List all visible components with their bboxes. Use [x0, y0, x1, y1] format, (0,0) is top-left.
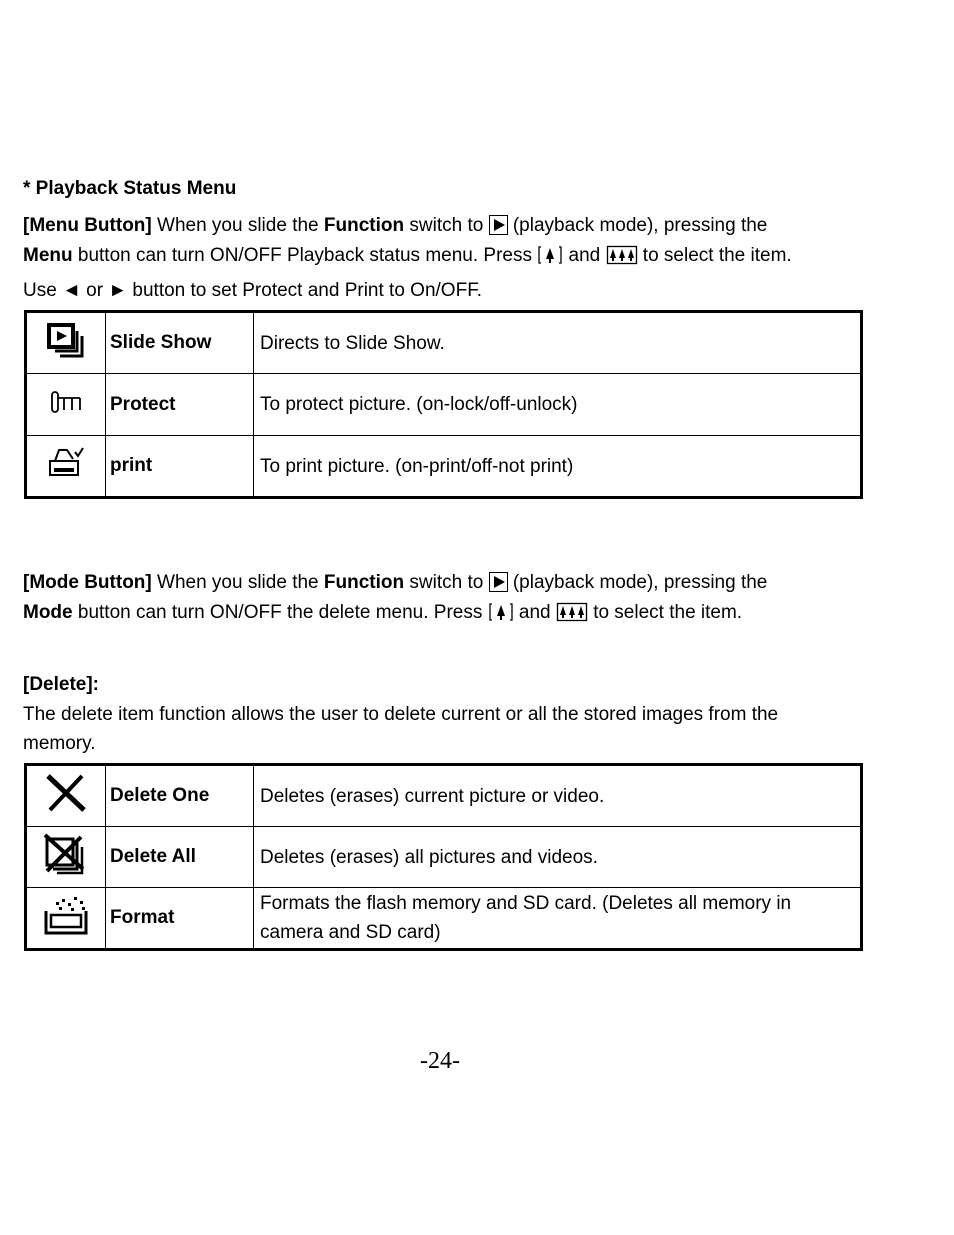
zoom-in-icon	[537, 244, 563, 266]
table-row: Delete All Deletes (erases) all pictures and videos.	[26, 827, 862, 888]
printer-icon	[26, 436, 106, 498]
table-row: Format Formats the flash memory and SD card. (Deletes all memory in camera and SD card)	[26, 888, 862, 950]
zoom-in-icon	[488, 601, 514, 623]
playback-status-table	[24, 310, 863, 499]
format-description: Formats the flash memory and SD card. (Deletes all memory in camera and SD card)	[254, 888, 862, 950]
table-row: Protect To protect picture. (on-lock/off-unlock)	[26, 374, 862, 436]
format-icon	[26, 888, 106, 950]
slideshow-icon	[26, 312, 106, 374]
menu-paragraph-line1: [Menu Button] When you slide the Function switch to (playback mode), pressing the	[23, 215, 768, 236]
menu-paragraph-line2: Menu button can turn ON/OFF Playback status menu. Press and to select the item.	[23, 245, 792, 266]
page-number: -24-	[420, 1048, 460, 1074]
mode-paragraph-line1: [Mode Button] When you slide the Function switch to (playback mode), pressing the	[23, 572, 768, 593]
table-row: print To print picture. (on-print/off-not print)	[26, 436, 862, 498]
delete-table	[24, 763, 863, 951]
zoom-out-icon	[556, 601, 588, 623]
play-icon	[489, 215, 508, 235]
mode-paragraph-line2: Mode button can turn ON/OFF the delete menu. Press and to select the item.	[23, 602, 743, 623]
zoom-out-icon	[606, 244, 638, 266]
delete-one-icon	[26, 765, 106, 827]
delete-all-icon	[26, 827, 106, 888]
key-icon	[26, 374, 106, 436]
table-row: Slide Show Directs to Slide Show.	[26, 312, 862, 374]
section-heading: * Playback Status Menu	[23, 178, 237, 199]
table-row: Delete One Deletes (erases) current picture or video.	[26, 765, 862, 827]
delete-heading: [Delete]:	[23, 674, 100, 695]
delete-description-line2: memory.	[23, 733, 96, 754]
delete-description-line1: The delete item function allows the user to delete current or all the stored images from the	[23, 704, 779, 725]
menu-paragraph-line3: Use ◄ or ► button to set Protect and Print to On/OFF.	[23, 280, 482, 301]
play-icon	[489, 572, 508, 592]
